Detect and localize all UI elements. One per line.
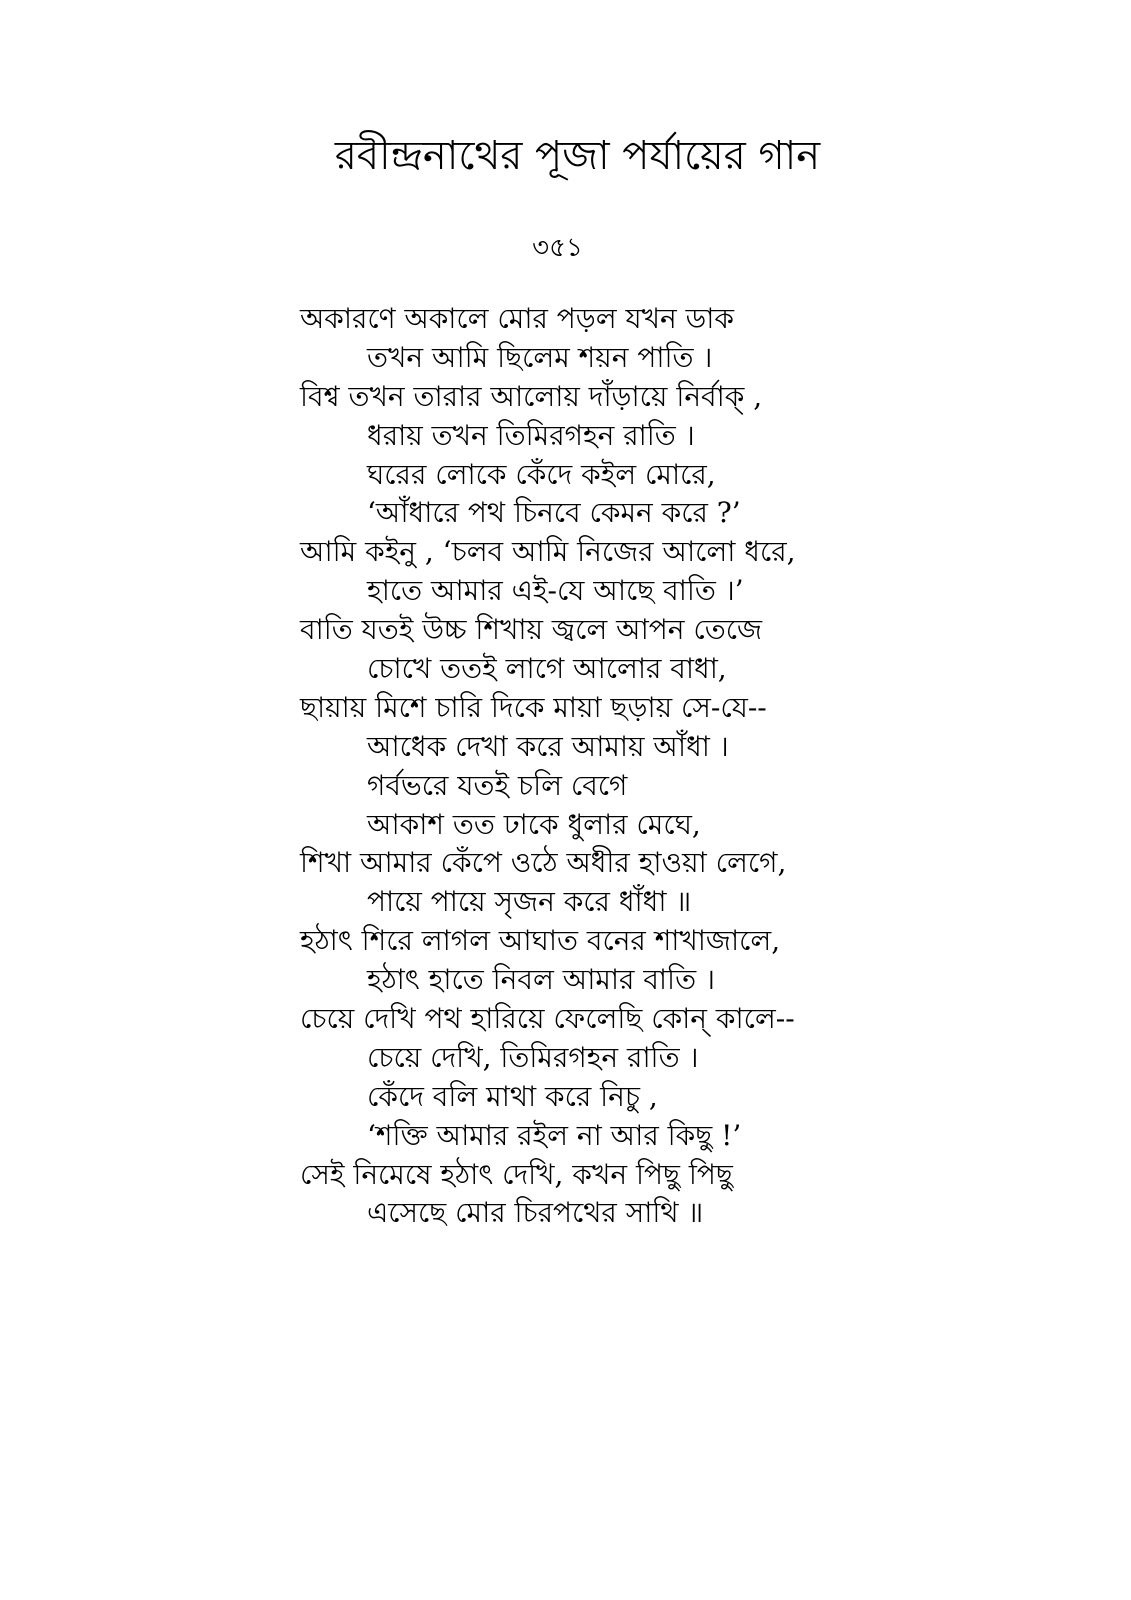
poem-line: হঠাৎ শিরে লাগল আঘাত বনের শাখাজালে, bbox=[300, 924, 781, 958]
song-number: ৩৫১ bbox=[532, 233, 583, 263]
poem-line: ছায়ায় মিশে চারি দিকে মায়া ছড়ায় সে-যে-- bbox=[300, 690, 767, 724]
poem-line: কেঁদে বলি মাথা করে নিচু , bbox=[367, 1079, 658, 1113]
poem-line: হাতে আমার এই-যে আছে বাতি ।’ bbox=[367, 574, 744, 608]
poem-line: আমি কইনু , ‘চলব আমি নিজের আলো ধরে, bbox=[300, 535, 796, 569]
poem-line: আধেক দেখা করে আমায় আঁধা । bbox=[367, 729, 729, 763]
poem-line: ঘরের লোকে কেঁদে কইল মোরে, bbox=[367, 457, 716, 491]
poem-line: চোখে ততই লাগে আলোর বাধা, bbox=[367, 652, 727, 686]
poem-line: পায়ে পায়ে সৃজন করে ধাঁধা ॥ bbox=[367, 885, 692, 919]
poem-line: বাতি যতই উচ্চ শিখায় জ্বলে আপন তেজে bbox=[300, 613, 763, 647]
poem-lines bbox=[300, 300, 1060, 1233]
poem-line: শিখা আমার কেঁপে ওঠে অধীর হাওয়া লেগে, bbox=[300, 846, 787, 880]
poem-line: তখন আমি ছিলেম শয়ন পাতি । bbox=[367, 340, 713, 374]
page-title: রবীন্দ্রনাথের পূজা পর্যায়ের গান bbox=[334, 133, 821, 179]
poem-line: ‘শক্তি আমার রইল না আর কিছু !’ bbox=[367, 1118, 742, 1152]
poem-line: সেই নিমেষে হঠাৎ দেখি, কখন পিছু পিছু bbox=[300, 1157, 733, 1191]
poem-line: বিশ্ব তখন তারার আলোয় দাঁড়ায়ে নির্বাক্ , bbox=[300, 379, 763, 413]
poem-line: ‘আঁধারে পথ চিনবে কেমন করে ?’ bbox=[367, 496, 741, 530]
poem-line: এসেছে মোর চিরপথের সাথি ॥ bbox=[367, 1196, 704, 1230]
poem-line: চেয়ে দেখি, তিমিরগহন রাতি । bbox=[367, 1040, 699, 1074]
poem-line: গর্বভরে যতই চলি বেগে bbox=[367, 768, 628, 802]
poem-line: হঠাৎ হাতে নিবল আমার বাতি । bbox=[367, 963, 715, 997]
poem-line: অকারণে অকালে মোর পড়ল যখন ডাক bbox=[300, 302, 734, 335]
poem-line: ধরায় তখন তিমিরগহন রাতি । bbox=[367, 418, 695, 452]
poem-line: চেয়ে দেখি পথ হারিয়ে ফেলেছি কোন্ কালে-- bbox=[300, 1002, 795, 1036]
poem-line: আকাশ তত ঢাকে ধুলার মেঘে, bbox=[367, 807, 701, 841]
